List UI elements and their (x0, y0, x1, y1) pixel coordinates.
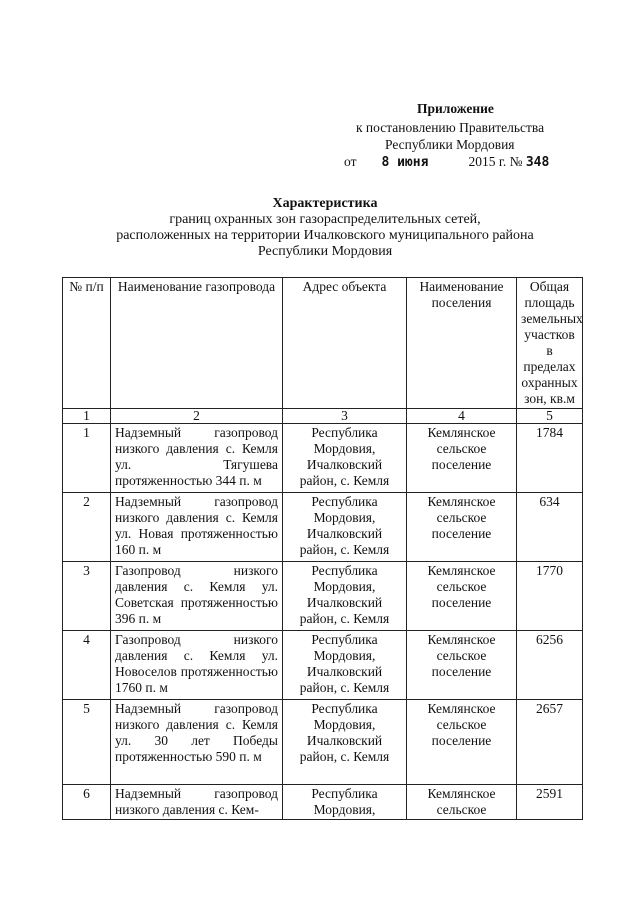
row-settlement: Кемлянское сельское (407, 785, 517, 820)
appendix-line-1: к постановлению Правительства (356, 120, 545, 135)
column-number: 2 (111, 409, 283, 424)
header-area: Общая площадь земельных участков в пределах охранных зон, кв.м (517, 278, 583, 409)
column-number-row (63, 409, 583, 424)
row-settlement: Кемлянское сельское поселение (407, 700, 517, 785)
row-area: 6256 (517, 631, 583, 700)
appendix-year-label: 2015 г. № (468, 154, 523, 169)
row-num: 2 (63, 493, 111, 562)
row-pipeline-name: Надземный газопровод низкого давления с. Кемля ул. Новая протяженностью 160 п. м (111, 493, 283, 562)
row-address: Республика Мордовия, (283, 785, 407, 820)
appendix-date-line (344, 153, 549, 171)
row-address: Республика Мордовия, Ичалковский район, с. Кемля (283, 631, 407, 700)
row-num: 4 (63, 631, 111, 700)
table-header-row (63, 278, 583, 409)
row-settlement: Кемлянское сельское поселение (407, 631, 517, 700)
heading-line-1: границ охранных зон газораспределительных сетей, (169, 212, 481, 227)
row-address: Республика Мордовия, Ичалковский район, с. Кемля (283, 424, 407, 493)
column-number: 1 (63, 409, 111, 424)
row-pipeline-name: Надземный газопровод низкого давления с. Кемля ул. 30 лет Победы протяженностью 590 п. м (111, 700, 283, 785)
header-address: Адрес объекта (283, 278, 407, 409)
row-area: 2591 (517, 785, 583, 820)
table-row (63, 493, 583, 562)
row-pipeline-name: Надземный газопровод низкого давления с. Кем- (111, 785, 283, 820)
row-settlement: Кемлянское сельское поселение (407, 424, 517, 493)
header-settlement: Наименование поселения (407, 278, 517, 409)
table-row (63, 700, 583, 785)
row-pipeline-name: Надземный газопровод низкого давления с. Кемля ул. Тягушева протяженностью 344 п. м (111, 424, 283, 493)
appendix-number: 348 (525, 155, 550, 170)
row-area: 634 (517, 493, 583, 562)
table-row (63, 424, 583, 493)
row-area: 1770 (517, 562, 583, 631)
table-row (63, 562, 583, 631)
pipeline-table (62, 277, 583, 820)
row-settlement: Кемлянское сельское поселение (407, 562, 517, 631)
row-area: 1784 (517, 424, 583, 493)
header-name: Наименование газопровода (111, 278, 283, 409)
row-address: Республика Мордовия, Ичалковский район, с. Кемля (283, 700, 407, 785)
heading-title: Характеристика (272, 196, 378, 211)
column-number: 3 (283, 409, 407, 424)
appendix-line-2: Республики Мордовия (385, 137, 515, 152)
heading-line-2: расположенных на территории Ичалковского муниципального района (116, 228, 534, 243)
row-num: 5 (63, 700, 111, 785)
row-pipeline-name: Газопровод низкого давления с. Кемля ул. Советская протяженностью 396 п. м (111, 562, 283, 631)
row-area: 2657 (517, 700, 583, 785)
column-number: 5 (517, 409, 583, 424)
appendix-title: Приложение (417, 101, 494, 116)
row-pipeline-name: Газопровод низкого давления с. Кемля ул. Новоселов протяженностью 1760 п. м (111, 631, 283, 700)
row-num: 3 (63, 562, 111, 631)
row-num: 1 (63, 424, 111, 493)
table-row (63, 631, 583, 700)
document-heading (70, 196, 580, 260)
table-row (63, 785, 583, 820)
row-address: Республика Мордовия, Ичалковский район, с. Кемля (283, 562, 407, 631)
appendix-date: 8 июня (381, 155, 429, 170)
row-num: 6 (63, 785, 111, 820)
row-settlement: Кемлянское сельское поселение (407, 493, 517, 562)
header-num: № п/п (63, 278, 111, 409)
heading-line-3: Республики Мордовия (257, 244, 393, 259)
appendix-from-label: от (344, 154, 357, 169)
row-address: Республика Мордовия, Ичалковский район, с. Кемля (283, 493, 407, 562)
column-number: 4 (407, 409, 517, 424)
